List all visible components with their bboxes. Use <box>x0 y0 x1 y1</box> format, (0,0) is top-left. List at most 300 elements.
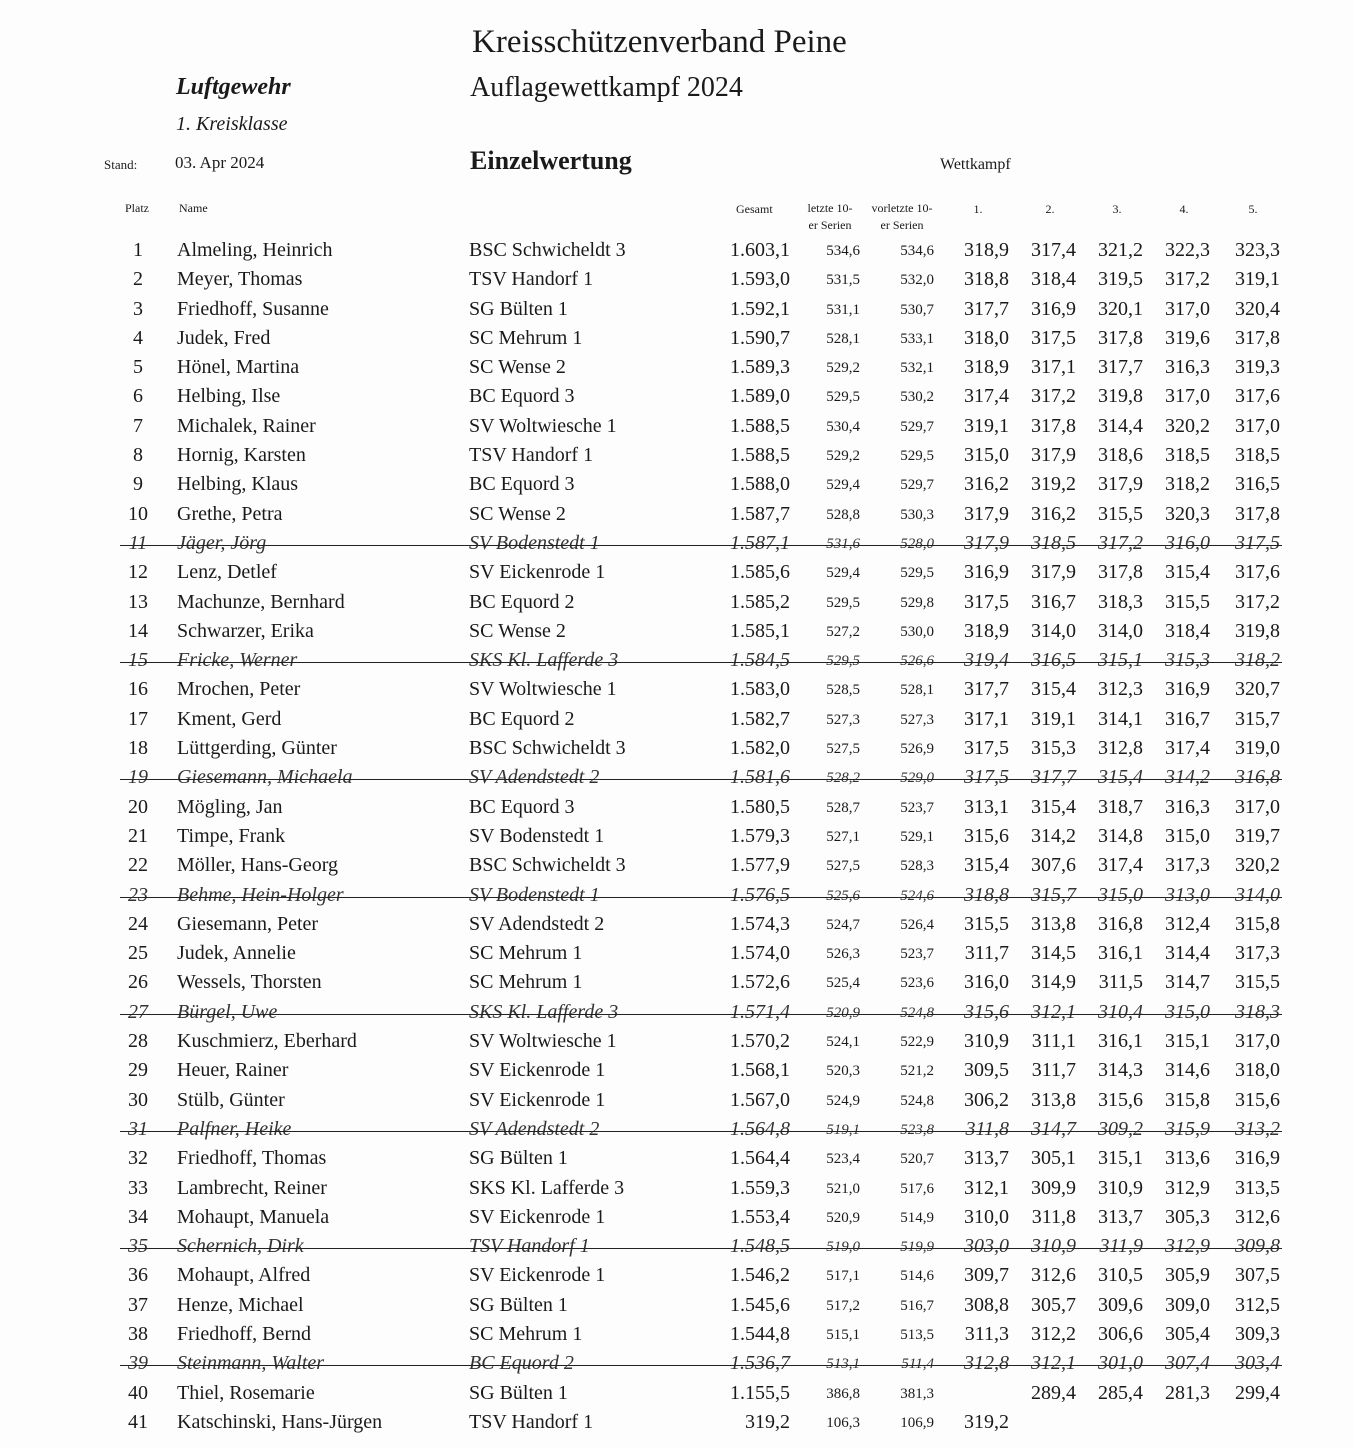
table-row <box>0 295 1354 324</box>
cell-gesamt: 1.589,0 <box>730 385 790 408</box>
cell-letzte-10: 521,0 <box>826 1180 860 1197</box>
stand-label: Stand: <box>104 157 138 172</box>
cell-vorletzte-10: 517,6 <box>900 1180 934 1197</box>
cell-wettkampf-4: 314,2 <box>1165 766 1210 789</box>
cell-gesamt: 1.585,6 <box>730 561 790 584</box>
cell-platz: 24 <box>128 912 148 935</box>
cell-wettkampf-3: 317,9 <box>1098 473 1143 496</box>
cell-platz: 34 <box>128 1205 148 1228</box>
table-row <box>0 382 1354 411</box>
class-label: 1. Kreisklasse <box>176 113 288 135</box>
cell-wettkampf-4: 318,5 <box>1165 444 1210 467</box>
cell-wettkampf-4: 312,4 <box>1165 912 1210 935</box>
table-row <box>0 1408 1354 1437</box>
cell-wettkampf-1: 318,0 <box>964 326 1009 349</box>
cell-wettkampf-4: 317,2 <box>1165 268 1210 291</box>
cell-wettkampf-4: 312,9 <box>1165 1176 1210 1199</box>
cell-name: Machunze, Bernhard <box>177 590 345 613</box>
cell-name: Mrochen, Peter <box>177 678 301 701</box>
cell-wettkampf-5: 318,3 <box>1235 1000 1280 1023</box>
cell-wettkampf-5: 316,8 <box>1235 766 1280 789</box>
cell-wettkampf-3: 316,8 <box>1098 912 1143 935</box>
cell-name: Almeling, Heinrich <box>177 239 333 261</box>
cell-gesamt: 319,2 <box>745 1410 790 1433</box>
cell-wettkampf-4: 315,0 <box>1165 824 1210 847</box>
cell-verein: SKS Kl. Lafferde 3 <box>469 1000 619 1023</box>
cell-vorletzte-10: 529,1 <box>900 828 934 845</box>
cell-wettkampf-2: 314,0 <box>1031 619 1076 642</box>
section-title: Einzelwertung <box>470 146 632 175</box>
cell-verein: BSC Schwicheldt 3 <box>469 854 626 877</box>
column-header-platz: Platz <box>125 201 149 215</box>
cell-platz: 10 <box>128 502 148 525</box>
cell-letzte-10: 524,1 <box>826 1034 860 1051</box>
cell-wettkampf-2: 305,7 <box>1031 1293 1076 1316</box>
cell-letzte-10: 519,1 <box>826 1121 860 1138</box>
cell-wettkampf-1: 317,7 <box>964 297 1009 320</box>
cell-wettkampf-3: 315,0 <box>1098 883 1143 906</box>
cell-wettkampf-4: 315,4 <box>1165 561 1210 584</box>
cell-letzte-10: 523,4 <box>826 1151 860 1168</box>
cell-wettkampf-4: 313,6 <box>1165 1147 1210 1170</box>
cell-gesamt: 1.579,3 <box>730 824 790 847</box>
cell-vorletzte-10: 523,7 <box>900 799 934 816</box>
cell-wettkampf-5: 317,0 <box>1235 1030 1280 1053</box>
cell-wettkampf-4: 305,3 <box>1165 1205 1210 1228</box>
table-row <box>0 324 1354 353</box>
cell-vorletzte-10: 381,3 <box>900 1385 934 1402</box>
cell-wettkampf-1: 313,7 <box>964 1147 1009 1170</box>
cell-name: Möller, Hans-Georg <box>177 854 339 877</box>
table-row <box>0 588 1354 617</box>
cell-gesamt: 1.589,3 <box>730 356 790 379</box>
cell-platz: 14 <box>128 619 148 642</box>
cell-wettkampf-4: 320,2 <box>1165 414 1210 437</box>
cell-wettkampf-3: 319,8 <box>1098 385 1143 408</box>
cell-gesamt: 1.155,5 <box>730 1381 790 1404</box>
cell-wettkampf-4: 314,6 <box>1165 1059 1210 1082</box>
cell-vorletzte-10: 528,0 <box>900 535 934 552</box>
cell-wettkampf-5: 313,5 <box>1235 1176 1280 1199</box>
table-row <box>0 793 1354 822</box>
cell-vorletzte-10: 530,7 <box>900 301 934 318</box>
cell-gesamt: 1.588,5 <box>730 414 790 437</box>
cell-letzte-10: 529,5 <box>826 653 860 670</box>
cell-wettkampf-5: 319,3 <box>1235 356 1280 379</box>
cell-name: Behme, Hein-Holger <box>177 883 344 906</box>
cell-wettkampf-3: 314,0 <box>1098 619 1143 642</box>
cell-vorletzte-10: 511,4 <box>901 1356 934 1373</box>
cell-wettkampf-1: 311,8 <box>965 1117 1009 1140</box>
cell-wettkampf-3: 319,5 <box>1098 268 1143 291</box>
cell-wettkampf-1: 309,5 <box>964 1059 1009 1082</box>
cell-wettkampf-3: 315,4 <box>1098 766 1143 789</box>
cell-wettkampf-2: 319,2 <box>1031 473 1076 496</box>
cell-gesamt: 1.588,0 <box>730 473 790 496</box>
cell-name: Helbing, Ilse <box>177 385 281 408</box>
cell-wettkampf-3: 315,6 <box>1098 1088 1143 1111</box>
cell-platz: 20 <box>128 795 148 818</box>
cell-wettkampf-5: 314,0 <box>1235 883 1280 906</box>
cell-wettkampf-3: 317,2 <box>1098 531 1143 554</box>
cell-wettkampf-3: 318,7 <box>1098 795 1143 818</box>
cell-name: Hornig, Karsten <box>177 444 306 467</box>
cell-letzte-10: 524,9 <box>826 1092 860 1109</box>
cell-letzte-10: 513,1 <box>826 1356 860 1373</box>
cell-platz: 12 <box>128 561 148 584</box>
cell-verein: SG Bülten 1 <box>469 1147 568 1170</box>
cell-letzte-10: 529,4 <box>826 565 860 582</box>
cell-vorletzte-10: 528,1 <box>900 682 934 699</box>
cell-wettkampf-2: 314,2 <box>1031 824 1076 847</box>
cell-vorletzte-10: 522,9 <box>900 1034 934 1051</box>
cell-name: Fricke, Werner <box>177 649 298 672</box>
cell-vorletzte-10: 532,1 <box>900 360 934 377</box>
cell-wettkampf-1: 318,9 <box>964 356 1009 379</box>
cell-letzte-10: 527,2 <box>826 623 860 640</box>
cell-wettkampf-1: 317,5 <box>964 737 1009 760</box>
cell-platz: 16 <box>128 678 148 701</box>
cell-letzte-10: 529,5 <box>826 389 860 406</box>
cell-wettkampf-1: 315,5 <box>964 912 1009 935</box>
cell-wettkampf-2: 313,8 <box>1031 912 1076 935</box>
cell-wettkampf-1: 318,8 <box>964 268 1009 291</box>
cell-gesamt: 1.585,1 <box>730 619 790 642</box>
cell-name: Michalek, Rainer <box>177 414 316 437</box>
cell-platz: 38 <box>128 1322 148 1345</box>
cell-verein: TSV Handorf 1 <box>469 1410 594 1433</box>
cell-wettkampf-2: 316,5 <box>1031 649 1076 672</box>
cell-wettkampf-3: 314,8 <box>1098 824 1143 847</box>
cell-gesamt: 1.548,5 <box>730 1235 790 1258</box>
cell-verein: SC Mehrum 1 <box>469 942 583 965</box>
cell-gesamt: 1.577,9 <box>730 854 790 877</box>
cell-name: Meyer, Thomas <box>177 268 303 291</box>
cell-name: Schernich, Dirk <box>177 1235 304 1258</box>
cell-wettkampf-3: 317,4 <box>1098 854 1143 877</box>
table-row <box>0 1027 1354 1056</box>
cell-platz: 32 <box>128 1147 148 1170</box>
cell-gesamt: 1.572,6 <box>730 971 790 994</box>
cell-platz: 36 <box>128 1264 148 1287</box>
cell-platz: 26 <box>128 971 148 994</box>
cell-verein: BC Equord 2 <box>469 1352 574 1375</box>
cell-wettkampf-4: 317,0 <box>1165 385 1210 408</box>
cell-wettkampf-2: 310,9 <box>1031 1235 1076 1258</box>
table-row <box>0 1320 1354 1349</box>
table-row <box>0 763 1354 792</box>
cell-verein: TSV Handorf 1 <box>469 444 594 467</box>
cell-name: Giesemann, Michaela <box>177 766 353 789</box>
table-row <box>0 705 1354 734</box>
cell-vorletzte-10: 529,5 <box>900 565 934 582</box>
cell-wettkampf-5: 315,7 <box>1235 707 1280 730</box>
cell-name: Mögling, Jan <box>177 795 283 818</box>
cell-letzte-10: 529,2 <box>826 448 860 465</box>
cell-wettkampf-4: 314,4 <box>1165 942 1210 965</box>
cell-wettkampf-1: 318,8 <box>964 883 1009 906</box>
cell-vorletzte-10: 520,7 <box>900 1151 934 1168</box>
cell-wettkampf-5: 312,6 <box>1235 1205 1280 1228</box>
cell-wettkampf-1: 318,9 <box>964 619 1009 642</box>
cell-letzte-10: 527,5 <box>826 741 860 758</box>
cell-letzte-10: 529,2 <box>826 360 860 377</box>
cell-name: Jäger, Jörg <box>177 531 267 554</box>
cell-wettkampf-4: 312,9 <box>1165 1235 1210 1258</box>
cell-wettkampf-4: 315,9 <box>1165 1117 1210 1140</box>
cell-verein: SV Adendstedt 2 <box>469 766 600 789</box>
cell-verein: BSC Schwicheldt 3 <box>469 737 626 760</box>
cell-letzte-10: 524,7 <box>826 916 860 933</box>
cell-verein: SG Bülten 1 <box>469 1293 568 1316</box>
cell-wettkampf-1: 315,0 <box>964 444 1009 467</box>
cell-name: Mohaupt, Alfred <box>177 1264 311 1287</box>
cell-letzte-10: 525,4 <box>826 975 860 992</box>
cell-vorletzte-10: 528,3 <box>900 858 934 875</box>
table-row <box>0 939 1354 968</box>
cell-wettkampf-5: 319,7 <box>1235 824 1280 847</box>
cell-wettkampf-3: 314,4 <box>1098 414 1143 437</box>
cell-wettkampf-1: 317,7 <box>964 678 1009 701</box>
cell-vorletzte-10: 526,9 <box>900 741 934 758</box>
cell-wettkampf-1: 317,9 <box>964 531 1009 554</box>
cell-verein: BC Equord 3 <box>469 473 575 496</box>
cell-verein: SG Bülten 1 <box>469 1381 568 1404</box>
cell-wettkampf-4: 319,6 <box>1165 326 1210 349</box>
cell-wettkampf-5: 316,9 <box>1235 1147 1280 1170</box>
cell-wettkampf-1: 317,4 <box>964 385 1009 408</box>
cell-name: Palfner, Heike <box>177 1117 292 1140</box>
cell-verein: SV Adendstedt 2 <box>469 912 605 935</box>
cell-letzte-10: 534,6 <box>826 243 860 259</box>
cell-vorletzte-10: 529,7 <box>900 418 934 435</box>
cell-name: Lüttgerding, Günter <box>177 737 337 760</box>
column-header-wettkampf-5: 5. <box>1248 202 1258 216</box>
cell-name: Kuschmierz, Eberhard <box>177 1030 357 1053</box>
cell-vorletzte-10: 514,9 <box>900 1209 934 1226</box>
cell-name: Lenz, Detlef <box>177 561 277 584</box>
cell-wettkampf-2: 311,8 <box>1031 1205 1076 1228</box>
organization-title: Kreisschützenverband Peine <box>472 24 847 60</box>
column-header-letzte-10: letzte 10- er Serien <box>807 201 853 232</box>
cell-wettkampf-2: 316,7 <box>1031 590 1076 613</box>
cell-platz: 28 <box>128 1030 148 1053</box>
cell-wettkampf-2: 315,3 <box>1031 737 1076 760</box>
cell-wettkampf-2: 315,4 <box>1031 795 1076 818</box>
cell-wettkampf-3: 315,1 <box>1098 649 1143 672</box>
cell-platz: 7 <box>133 414 143 437</box>
cell-letzte-10: 531,6 <box>826 535 860 552</box>
cell-vorletzte-10: 529,0 <box>900 770 934 787</box>
cell-letzte-10: 531,1 <box>826 301 860 318</box>
cell-wettkampf-2: 311,1 <box>1031 1030 1076 1053</box>
cell-wettkampf-1: 308,8 <box>964 1293 1009 1316</box>
cell-vorletzte-10: 523,6 <box>900 975 934 992</box>
cell-verein: SC Wense 2 <box>469 356 566 379</box>
cell-vorletzte-10: 513,5 <box>900 1326 934 1343</box>
cell-wettkampf-3: 320,1 <box>1098 297 1143 320</box>
cell-vorletzte-10: 534,6 <box>900 243 934 259</box>
cell-wettkampf-5: 312,5 <box>1235 1293 1280 1316</box>
cell-verein: SC Mehrum 1 <box>469 1322 583 1345</box>
cell-name: Friedhoff, Thomas <box>177 1147 327 1170</box>
cell-letzte-10: 529,4 <box>826 477 860 494</box>
cell-wettkampf-4: 317,3 <box>1165 854 1210 877</box>
cell-wettkampf-2: 316,9 <box>1031 297 1076 320</box>
cell-gesamt: 1.553,4 <box>730 1205 790 1228</box>
results-table <box>0 236 1354 1437</box>
cell-wettkampf-5: 320,7 <box>1235 678 1280 701</box>
cell-wettkampf-3: 317,8 <box>1098 326 1143 349</box>
table-row <box>0 500 1354 529</box>
cell-verein: SC Mehrum 1 <box>469 326 583 349</box>
cell-gesamt: 1.593,0 <box>730 268 790 291</box>
cell-wettkampf-4: 316,3 <box>1165 795 1210 818</box>
cell-letzte-10: 527,3 <box>826 711 860 728</box>
cell-wettkampf-4: 305,9 <box>1165 1264 1210 1287</box>
cell-letzte-10: 520,3 <box>826 1063 860 1080</box>
cell-wettkampf-1: 303,0 <box>964 1235 1009 1258</box>
cell-verein: SV Woltwiesche 1 <box>469 1030 617 1053</box>
cell-platz: 3 <box>133 297 143 320</box>
table-row <box>0 1115 1354 1144</box>
cell-letzte-10: 386,8 <box>826 1385 860 1402</box>
cell-wettkampf-5: 320,2 <box>1235 854 1280 877</box>
cell-gesamt: 1.568,1 <box>730 1059 790 1082</box>
cell-letzte-10: 517,2 <box>826 1297 860 1314</box>
cell-wettkampf-2: 312,2 <box>1031 1322 1076 1345</box>
cell-wettkampf-2: 317,8 <box>1031 414 1076 437</box>
cell-name: Timpe, Frank <box>177 824 286 847</box>
cell-wettkampf-4: 307,4 <box>1165 1352 1210 1375</box>
cell-gesamt: 1.567,0 <box>730 1088 790 1111</box>
table-row <box>0 558 1354 587</box>
table-row <box>0 1379 1354 1408</box>
cell-platz: 6 <box>133 385 143 408</box>
cell-wettkampf-3: 312,8 <box>1098 737 1143 760</box>
cell-wettkampf-2: 307,6 <box>1031 854 1076 877</box>
cell-wettkampf-5: 318,5 <box>1235 444 1280 467</box>
column-header-wettkampf-1: 1. <box>973 202 983 216</box>
cell-wettkampf-2: 315,7 <box>1031 883 1076 906</box>
cell-platz: 27 <box>128 1000 148 1023</box>
cell-wettkampf-1: 319,1 <box>964 414 1009 437</box>
cell-name: Lambrecht, Reiner <box>177 1176 327 1199</box>
cell-wettkampf-2: 314,9 <box>1031 971 1076 994</box>
cell-verein: BSC Schwicheldt 3 <box>469 239 626 261</box>
table-row <box>0 441 1354 470</box>
cell-wettkampf-5: 315,8 <box>1235 912 1280 935</box>
cell-wettkampf-2: 314,5 <box>1031 942 1076 965</box>
cell-gesamt: 1.582,0 <box>730 737 790 760</box>
cell-gesamt: 1.574,3 <box>730 912 790 935</box>
cell-wettkampf-5: 319,1 <box>1235 268 1280 291</box>
cell-wettkampf-1: 306,2 <box>964 1088 1009 1111</box>
cell-wettkampf-5: 317,6 <box>1235 561 1280 584</box>
cell-wettkampf-4: 316,9 <box>1165 678 1210 701</box>
cell-platz: 31 <box>128 1117 148 1140</box>
cell-letzte-10: 528,8 <box>826 506 860 523</box>
cell-wettkampf-4: 315,8 <box>1165 1088 1210 1111</box>
table-row <box>0 822 1354 851</box>
cell-vorletzte-10: 519,9 <box>900 1239 934 1256</box>
cell-wettkampf-4: 317,4 <box>1165 737 1210 760</box>
cell-gesamt: 1.592,1 <box>730 297 790 320</box>
cell-wettkampf-4: 313,0 <box>1165 883 1210 906</box>
cell-gesamt: 1.574,0 <box>730 942 790 965</box>
table-row <box>0 1144 1354 1173</box>
cell-verein: SV Bodenstedt 1 <box>469 531 600 554</box>
cell-wettkampf-2: 309,9 <box>1031 1176 1076 1199</box>
cell-vorletzte-10: 523,7 <box>900 946 934 963</box>
cell-platz: 19 <box>128 766 148 789</box>
cell-name: Schwarzer, Erika <box>177 619 314 642</box>
cell-wettkampf-4: 318,2 <box>1165 473 1210 496</box>
cell-verein: SKS Kl. Lafferde 3 <box>469 1176 625 1199</box>
table-row <box>0 734 1354 763</box>
cell-wettkampf-4: 317,0 <box>1165 297 1210 320</box>
cell-wettkampf-3: 310,4 <box>1098 1000 1143 1023</box>
cell-platz: 40 <box>128 1381 148 1404</box>
cell-wettkampf-2: 316,2 <box>1031 502 1076 525</box>
cell-letzte-10: 525,6 <box>826 887 860 904</box>
table-row <box>0 265 1354 294</box>
table-row <box>0 1232 1354 1261</box>
cell-letzte-10: 528,1 <box>826 330 860 347</box>
cell-verein: BC Equord 2 <box>469 590 575 613</box>
cell-letzte-10: 529,5 <box>826 594 860 611</box>
cell-wettkampf-4: 315,0 <box>1165 1000 1210 1023</box>
cell-wettkampf-3: 312,3 <box>1098 678 1143 701</box>
cell-wettkampf-5: 303,4 <box>1235 1352 1280 1375</box>
cell-wettkampf-5: 315,6 <box>1235 1088 1280 1111</box>
cell-wettkampf-1: 315,4 <box>964 854 1009 877</box>
cell-letzte-10: 106,3 <box>826 1414 860 1431</box>
cell-wettkampf-3: 285,4 <box>1098 1381 1143 1404</box>
cell-gesamt: 1.564,4 <box>730 1147 790 1170</box>
cell-platz: 2 <box>133 268 143 291</box>
cell-wettkampf-5: 323,3 <box>1235 239 1280 261</box>
cell-platz: 21 <box>128 824 148 847</box>
cell-platz: 11 <box>128 531 148 554</box>
cell-vorletzte-10: 529,7 <box>900 477 934 494</box>
cell-wettkampf-4: 316,7 <box>1165 707 1210 730</box>
table-row <box>0 1349 1354 1378</box>
cell-vorletzte-10: 529,8 <box>900 594 934 611</box>
cell-platz: 18 <box>128 737 148 760</box>
cell-verein: SC Mehrum 1 <box>469 971 583 994</box>
cell-verein: SV Eickenrode 1 <box>469 561 606 584</box>
cell-wettkampf-4: 318,4 <box>1165 619 1210 642</box>
cell-vorletzte-10: 526,4 <box>900 916 934 933</box>
cell-wettkampf-2: 317,2 <box>1031 385 1076 408</box>
cell-wettkampf-1: 309,7 <box>964 1264 1009 1287</box>
table-row <box>0 881 1354 910</box>
cell-vorletzte-10: 532,0 <box>900 272 934 289</box>
cell-name: Helbing, Klaus <box>177 473 299 496</box>
cell-wettkampf-2: 319,1 <box>1031 707 1076 730</box>
cell-platz: 17 <box>128 707 148 730</box>
cell-wettkampf-1: 316,2 <box>964 473 1009 496</box>
cell-wettkampf-2: 317,5 <box>1031 326 1076 349</box>
cell-letzte-10: 528,2 <box>826 770 860 787</box>
cell-wettkampf-1: 315,6 <box>964 1000 1009 1023</box>
cell-name: Bürgel, Uwe <box>177 1000 278 1023</box>
cell-name: Judek, Annelie <box>177 942 296 965</box>
cell-wettkampf-5: 299,4 <box>1235 1381 1280 1404</box>
table-row <box>0 998 1354 1027</box>
cell-wettkampf-3: 310,9 <box>1098 1176 1143 1199</box>
